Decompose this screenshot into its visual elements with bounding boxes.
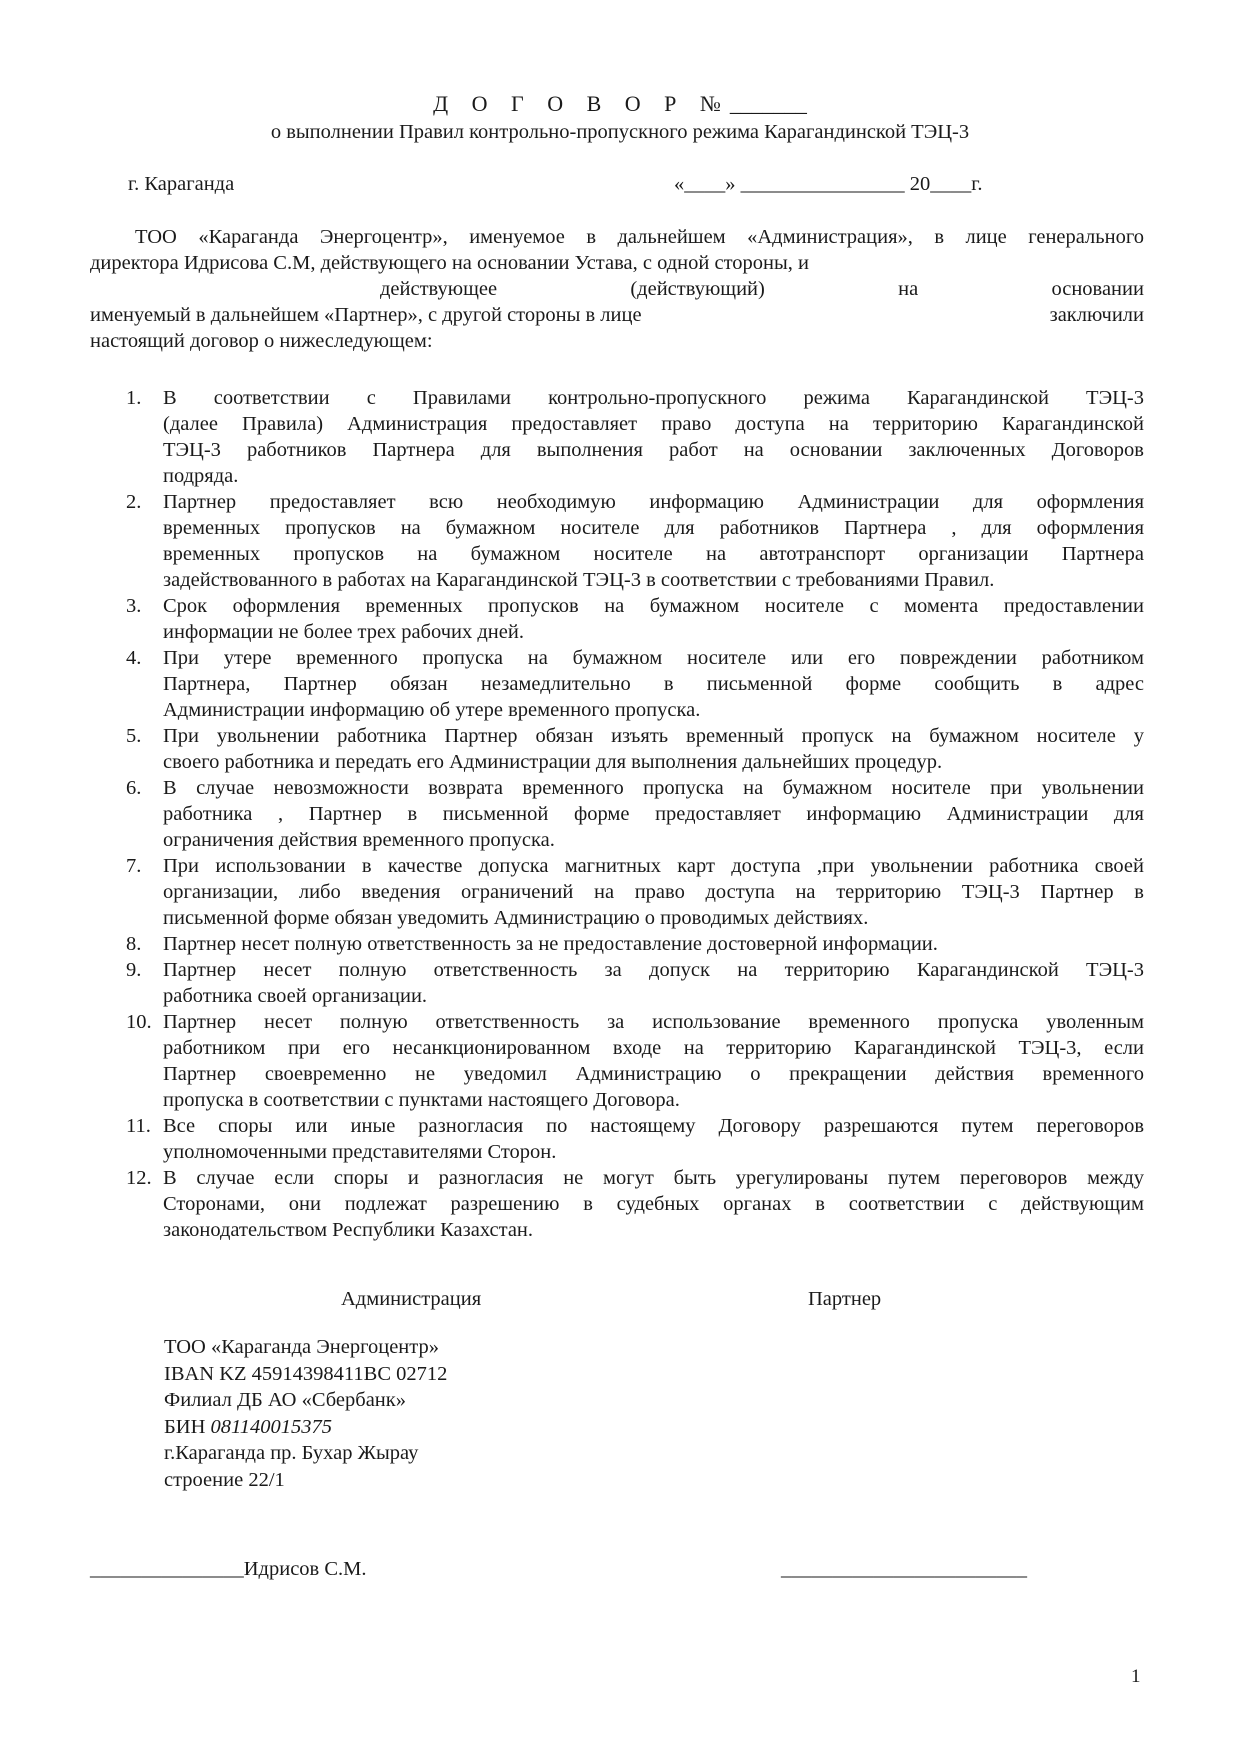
document-subtitle: о выполнении Правил контрольно-пропускного режима Карагандинской ТЭЦ-3	[270, 121, 970, 143]
clause-number: 6.	[126, 777, 142, 799]
clause-item	[126, 931, 1144, 957]
clause-number: 7.	[126, 855, 142, 877]
clause-line: Сторонами, они подлежат разрешению в судебных органах в соответствии с действующим	[163, 1193, 1144, 1215]
clause-line: своего работника и передать его Администрации для выполнения дальнейших процедур.	[163, 751, 943, 773]
clause-item	[126, 775, 1144, 853]
clause-line: ТЭЦ-3 работников Партнера для выполнения работ на основании заключенных Договоров	[163, 439, 1144, 461]
clause-item	[126, 385, 1144, 489]
clause-item	[126, 1113, 1144, 1165]
preamble-line: настоящий договор о нижеследующем:	[90, 330, 433, 352]
clause-number: 9.	[126, 959, 142, 981]
preamble-word: на	[898, 278, 919, 300]
administration-label: Администрация	[341, 1288, 482, 1310]
clause-line: В случае невозможности возврата временного пропуска на бумажном носителе при увольнении	[163, 777, 1144, 799]
clause-line: пропуска в соответствии с пунктами настоящего Договора.	[163, 1089, 680, 1111]
preamble-word: действующее	[380, 278, 498, 300]
contract-city: г. Караганда	[128, 173, 235, 195]
clause-item	[126, 853, 1144, 931]
clause-line: подряда.	[163, 465, 239, 487]
clause-line: Все споры или иные разногласия по настоящему Договору разрешаются путем переговоров	[163, 1115, 1144, 1137]
clause-line: Партнер несет полную ответственность за не предоставление достоверной информации.	[163, 933, 938, 955]
admin-iban: IBAN KZ 45914398411BC 02712	[164, 1362, 448, 1385]
clause-line: При утере временного пропуска на бумажном носителе или его повреждении работником	[163, 647, 1144, 669]
bin-label: БИН	[164, 1415, 206, 1438]
preamble	[90, 224, 1144, 354]
preamble-word: именуемый в дальнейшем «Партнер», с другой стороны в лице	[90, 304, 642, 326]
clause-line: Администрации информацию об утере временного пропуска.	[163, 699, 701, 721]
clause-line: Партнера, Партнер обязан незамедлительно в письменной форме сообщить в адрес	[163, 673, 1144, 695]
clause-line: письменной форме обязан уведомить Администрацию о проводимых действиях.	[163, 907, 869, 929]
clause-item	[126, 645, 1144, 723]
bin-value: 081140015375	[210, 1415, 332, 1438]
preamble-line: директора Идрисова С.М, действующего на основании Устава, с одной стороны, и	[90, 252, 809, 274]
admin-bank: Филиал ДБ АО «Сбербанк»	[164, 1389, 406, 1411]
clause-line: организации, либо введения ограничений на право доступа на территорию ТЭЦ-3 Партнер в	[163, 881, 1144, 903]
admin-bin	[164, 1414, 447, 1441]
clause-line: работника своей организации.	[163, 985, 428, 1007]
clause-number: 8.	[126, 933, 142, 955]
clause-item	[126, 1165, 1144, 1243]
admin-company: ТОО «Караганда Энергоцентр»	[164, 1336, 439, 1358]
clause-line: уполномоченными представителями Сторон.	[163, 1141, 557, 1163]
clause-line: При использовании в качестве допуска магнитных карт доступа ,при увольнении работника своей	[163, 855, 1144, 877]
clause-line: временных пропусков на бумажном носителе на автотранспорт организации Партнера	[163, 543, 1144, 565]
clause-line: Партнер несет полную ответственность за допуск на территорию Карагандинской ТЭЦ-3	[163, 959, 1144, 981]
clause-number: 5.	[126, 725, 142, 747]
contract-number-blank: _______	[729, 91, 807, 116]
clause-line: ограничения действия временного пропуска.	[163, 829, 555, 851]
clause-line: (далее Правила) Администрация предоставляет право доступа на территорию Карагандинской	[163, 413, 1144, 435]
partner-signature: ________________________	[781, 1558, 1027, 1580]
clause-line: В случае если споры и разногласия не могут быть урегулированы путем переговоров между	[163, 1167, 1144, 1189]
clause-item	[126, 593, 1144, 645]
clause-line: При увольнении работника Партнер обязан изъять временный пропуск на бумажном носителе у	[163, 725, 1144, 747]
administration-details	[164, 1334, 447, 1493]
clause-number: 2.	[126, 491, 142, 513]
document-title: Д О Г О В О Р №_______	[433, 91, 807, 116]
preamble-line-3	[90, 276, 1144, 302]
clause-number: 10.	[126, 1011, 152, 1033]
admin-address: г.Караганда пр. Бухар Жырау	[164, 1442, 419, 1464]
clause-item	[126, 489, 1144, 593]
preamble-word: (действующий)	[630, 278, 765, 300]
clause-line: Срок оформления временных пропусков на бумажном носителе с момента предоставлении	[163, 595, 1144, 617]
preamble-line-4	[90, 302, 1144, 328]
partner-label: Партнер	[808, 1288, 882, 1310]
clause-number: 12.	[126, 1167, 152, 1189]
clause-list	[126, 385, 1144, 1243]
administration-signature: _______________Идрисов С.М.	[90, 1558, 367, 1580]
clause-item	[126, 723, 1144, 775]
clause-line: работника , Партнер в письменной форме предоставляет информацию Администрации для	[163, 803, 1144, 825]
clause-line: Партнер несет полную ответственность за использование временного пропуска уволенным	[163, 1011, 1144, 1033]
clause-line: задействованного в работах на Карагандинской ТЭЦ-3 в соответствии с требованиями Правил.	[163, 569, 995, 591]
page-number: 1	[1131, 1666, 1141, 1687]
clause-line: работником при его несанкционированном входе на территорию Карагандинской ТЭЦ-3, если	[163, 1037, 1144, 1059]
clause-line: законодательством Республики Казахстан.	[163, 1219, 534, 1241]
admin-building: строение 22/1	[164, 1468, 285, 1491]
clause-item	[126, 957, 1144, 1009]
clause-item	[126, 1009, 1144, 1113]
clause-line: В соответствии с Правилами контрольно-пропускного режима Карагандинской ТЭЦ-3	[163, 387, 1144, 409]
preamble-word: основании	[1051, 278, 1144, 300]
clause-number: 11.	[126, 1115, 151, 1137]
clause-line: временных пропусков на бумажном носителе для работников Партнера , для оформления	[163, 517, 1144, 539]
clause-line: информации не более трех рабочих дней.	[163, 621, 524, 643]
clause-number: 4.	[126, 647, 142, 669]
preamble-word: заключили	[1049, 304, 1144, 326]
clause-number: 3.	[126, 595, 142, 617]
clause-line: Партнер предоставляет всю необходимую информацию Администрации для оформления	[163, 491, 1144, 513]
contract-date: «____» ________________ 20____г.	[674, 173, 983, 195]
clause-number: 1.	[126, 387, 142, 409]
preamble-line: ТОО «Караганда Энергоцентр», именуемое в дальнейшем «Администрация», в лице генерального	[135, 226, 1144, 248]
clause-line: Партнер своевременно не уведомил Администрацию о прекращении действия временного	[163, 1063, 1144, 1085]
